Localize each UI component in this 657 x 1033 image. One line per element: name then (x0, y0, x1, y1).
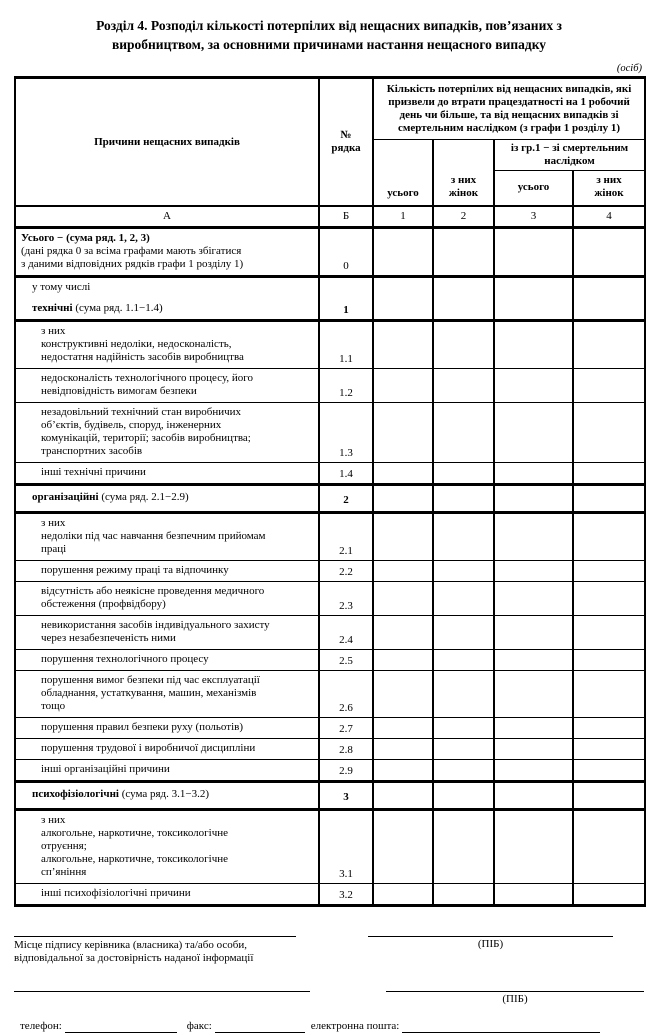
row-code-cell: 0 (319, 228, 373, 277)
row-code-cell: 3.1 (319, 810, 373, 884)
value-cell (494, 403, 573, 463)
cause-text: інші психофізіологічні причини (41, 887, 191, 899)
value-cell (373, 228, 433, 277)
value-cell (373, 582, 433, 616)
value-cell (433, 485, 494, 513)
cause-text: технічні (32, 302, 73, 314)
value-cell (494, 277, 573, 321)
cause-text: праці (41, 543, 67, 555)
value-cell (433, 650, 494, 671)
table-row (15, 582, 645, 616)
cause-line (16, 585, 316, 598)
signature-note-line2: відповідальної за достовірність наданої інформації (14, 952, 254, 964)
cause-cell (15, 739, 319, 760)
value-cell (494, 463, 573, 485)
row-code-cell: 2.1 (319, 513, 373, 561)
value-cell (373, 671, 433, 718)
cause-line (16, 491, 316, 504)
cause-line (16, 840, 316, 853)
cause-line (16, 530, 316, 543)
value-cell (494, 739, 573, 760)
cause-text: отруєння; (41, 840, 87, 852)
value-cell (573, 671, 645, 718)
cause-line (16, 351, 316, 364)
cause-text: у тому числі (32, 281, 91, 293)
cause-line (16, 653, 316, 666)
row-code-cell: 2.7 (319, 718, 373, 739)
cause-text: з них (41, 517, 66, 529)
cause-cell (15, 513, 319, 561)
cause-line (16, 372, 316, 385)
signature-left-2 (14, 991, 312, 994)
cause-cell (15, 403, 319, 463)
cause-text: через незабезпеченість ними (41, 632, 176, 644)
value-cell (373, 403, 433, 463)
value-cell (433, 463, 494, 485)
cause-text: обладнання, устаткування, машин, механізмів (41, 687, 257, 699)
cause-cell (15, 782, 319, 810)
cause-text: організаційні (32, 491, 99, 503)
value-cell (573, 739, 645, 760)
table-row (15, 739, 645, 760)
value-cell (433, 739, 494, 760)
section-title-line1: Розділ 4. Розподіл кількості потерпілих від нещасних випадків, пов’язаних з (96, 18, 562, 33)
cause-line (16, 827, 316, 840)
cause-cell (15, 228, 319, 277)
table-row (15, 403, 645, 463)
row-code-cell: 2.4 (319, 616, 373, 650)
value-cell (573, 810, 645, 884)
cause-text: транспортних засобів (41, 445, 143, 457)
value-cell (494, 321, 573, 369)
table-header (15, 78, 645, 228)
signature-left-1 (14, 936, 314, 965)
cause-text: відсутність або неякісне проведення медичного (41, 585, 265, 597)
value-cell (494, 582, 573, 616)
cause-text: (дані рядка 0 за всіма графами мають збігатися (21, 245, 242, 257)
pib-label: (ПІБ) (502, 993, 528, 1005)
cause-text: обстеження (профвідбору) (41, 598, 166, 610)
value-cell (573, 782, 645, 810)
phone-blank-line (65, 1019, 177, 1033)
cause-text: сп’яніння (41, 866, 87, 878)
causes-table (14, 76, 646, 907)
cause-text: з них (41, 814, 66, 826)
row-code-cell: 1.3 (319, 403, 373, 463)
value-cell (573, 616, 645, 650)
cause-line (16, 281, 316, 294)
cause-line (16, 742, 316, 755)
cause-text: невідповідність вимогам безпеки (41, 385, 197, 397)
signature-block-1 (14, 936, 644, 965)
table-row (15, 671, 645, 718)
cause-cell (15, 760, 319, 782)
value-cell (373, 739, 433, 760)
cause-line (16, 517, 316, 530)
row-code-cell: 2.8 (319, 739, 373, 760)
cause-line (16, 419, 316, 432)
cause-text: з них (41, 325, 66, 337)
cause-line (16, 887, 316, 900)
value-cell (373, 810, 433, 884)
cause-text: об’єктів, будівель, споруд, інженерних (41, 419, 222, 431)
value-cell (494, 782, 573, 810)
signature-footer (14, 936, 644, 1033)
table-row (15, 884, 645, 906)
section-title-line2: виробництвом, за основними причинами настання нещасного випадку (111, 37, 547, 52)
cause-line (16, 232, 316, 245)
table-row (15, 369, 645, 403)
value-cell (573, 650, 645, 671)
row-code-cell: 3 (319, 782, 373, 810)
cause-line (16, 466, 316, 479)
value-cell (373, 782, 433, 810)
fax-blank-line (215, 1019, 305, 1033)
value-cell (373, 277, 433, 321)
value-cell (433, 760, 494, 782)
header-main-span: Кількість потерпілих від нещасних випадків, які призвели до втрати працездатності на 1 робочий день чи більше, та від нещасних випадків зі смертельним наслідком (з графи 1 розділу 1) (373, 78, 645, 140)
signature-right-2 (386, 991, 644, 1006)
value-cell (494, 228, 573, 277)
table-row (15, 513, 645, 561)
cause-line (16, 543, 316, 556)
cause-line (16, 700, 316, 713)
pib-line (368, 936, 613, 937)
section-title (14, 16, 644, 54)
cause-cell (15, 369, 319, 403)
column-number-4: 4 (573, 206, 645, 228)
table-row (15, 810, 645, 884)
header-fatal-span: із гр.1 − зі смертельним наслідком (494, 140, 645, 171)
value-cell (573, 403, 645, 463)
value-cell (433, 321, 494, 369)
value-cell (494, 810, 573, 884)
value-cell (494, 369, 573, 403)
value-cell (573, 321, 645, 369)
cause-line (16, 853, 316, 866)
value-cell (573, 463, 645, 485)
cause-text: порушення технологічного процесу (41, 653, 209, 665)
table-body (15, 228, 645, 906)
signature-line (14, 936, 296, 937)
cause-line (16, 338, 316, 351)
value-cell (494, 884, 573, 906)
cause-text: інші організаційні причини (41, 763, 170, 775)
cause-line (16, 406, 316, 419)
value-cell (494, 513, 573, 561)
table-row (15, 718, 645, 739)
table-row (15, 277, 645, 321)
value-cell (494, 561, 573, 582)
table-row (15, 561, 645, 582)
cause-cell (15, 582, 319, 616)
phone-label: телефон: (20, 1020, 62, 1032)
cause-line (16, 619, 316, 632)
cause-line (16, 788, 316, 801)
value-cell (373, 616, 433, 650)
row-code-cell: 2.2 (319, 561, 373, 582)
row-code-cell: 1 (319, 277, 373, 321)
cause-line (16, 245, 316, 258)
table-row (15, 485, 645, 513)
cause-line (16, 632, 316, 645)
row-code-cell: 1.4 (319, 463, 373, 485)
column-letter-b: Б (319, 206, 373, 228)
row-code-cell: 1.1 (319, 321, 373, 369)
cause-cell (15, 671, 319, 718)
column-letters-row (15, 206, 645, 228)
cause-cell (15, 810, 319, 884)
row-code-cell: 2.3 (319, 582, 373, 616)
value-cell (494, 718, 573, 739)
cause-line (16, 325, 316, 338)
value-cell (573, 760, 645, 782)
cause-text: тощо (41, 700, 66, 712)
header-col3-total: усього (494, 171, 573, 207)
value-cell (373, 485, 433, 513)
value-cell (573, 513, 645, 561)
cause-text: недоліки під час навчання безпечним прийомам (41, 530, 266, 542)
value-cell (373, 650, 433, 671)
column-number-3: 3 (494, 206, 573, 228)
table-row (15, 782, 645, 810)
value-cell (373, 884, 433, 906)
cause-line (16, 432, 316, 445)
cause-text: алкогольне, наркотичне, токсикологічне (41, 853, 229, 865)
cause-line (16, 564, 316, 577)
unit-note: (осіб) (616, 63, 642, 74)
signature-right-1 (368, 936, 613, 951)
header-row-number: № рядка (319, 78, 373, 207)
cause-cell (15, 463, 319, 485)
cause-cell (15, 485, 319, 513)
value-cell (433, 810, 494, 884)
row-code-cell: 1.2 (319, 369, 373, 403)
value-cell (433, 671, 494, 718)
cause-text-suffix: (сума ряд. 2.1−2.9) (98, 491, 189, 503)
cause-line (16, 302, 316, 315)
value-cell (494, 671, 573, 718)
value-cell (433, 782, 494, 810)
column-number-1: 1 (373, 206, 433, 228)
header-col4-women: з них жінок (573, 171, 645, 207)
cause-cell (15, 616, 319, 650)
email-blank-line (402, 1019, 600, 1033)
pib-label: (ПІБ) (477, 938, 504, 950)
table-row (15, 650, 645, 671)
value-cell (433, 277, 494, 321)
cause-line (16, 866, 316, 879)
row-code-cell: 3.2 (319, 884, 373, 906)
value-cell (433, 513, 494, 561)
value-cell (494, 650, 573, 671)
value-cell (573, 369, 645, 403)
table-row (15, 616, 645, 650)
value-cell (373, 718, 433, 739)
cause-text: алкогольне, наркотичне, токсикологічне (41, 827, 229, 839)
contacts-row (14, 1019, 644, 1033)
cause-text: невикористання засобів індивідуального захисту (41, 619, 270, 631)
cause-cell (15, 321, 319, 369)
value-cell (433, 403, 494, 463)
value-cell (373, 760, 433, 782)
cause-line (16, 721, 316, 734)
cause-text: інші технічні причини (41, 466, 146, 478)
value-cell (373, 369, 433, 403)
column-number-2: 2 (433, 206, 494, 228)
value-cell (573, 718, 645, 739)
value-cell (494, 760, 573, 782)
cause-text: недостатня надійність засобів виробництва (41, 351, 244, 363)
value-cell (433, 718, 494, 739)
value-cell (373, 463, 433, 485)
value-cell (573, 582, 645, 616)
cause-line (16, 385, 316, 398)
cause-text: Усього − (сума ряд. 1, 2, 3) (21, 232, 150, 244)
cause-text-suffix: (сума ряд. 3.1−3.2) (118, 788, 210, 800)
cause-line (16, 445, 316, 458)
cause-text: комунікацій, території; засобів виробництва; (41, 432, 251, 444)
cause-text: порушення вимог безпеки під час експлуатації (41, 674, 260, 686)
cause-text: порушення трудової і виробничої дисципліни (41, 742, 256, 754)
row-code-cell: 2.9 (319, 760, 373, 782)
cause-cell (15, 884, 319, 906)
email-label: електронна пошта: (310, 1020, 400, 1032)
pib-line (386, 991, 644, 992)
cause-line (16, 814, 316, 827)
table-row (15, 463, 645, 485)
cause-line (16, 687, 316, 700)
header-col2-women: з них жінок (433, 140, 494, 207)
fax-label: факс: (186, 1020, 212, 1032)
cause-text: недосконалість технологічного процесу, його (41, 372, 253, 384)
cause-text: конструктивні недоліки, недосконалість, (41, 338, 232, 350)
cause-text: з даними відповідних рядків графи 1 розділу 1) (21, 258, 244, 270)
column-letter-a: А (15, 206, 319, 228)
value-cell (373, 561, 433, 582)
cause-line (16, 674, 316, 687)
value-cell (573, 561, 645, 582)
value-cell (433, 582, 494, 616)
value-cell (573, 228, 645, 277)
value-cell (433, 228, 494, 277)
value-cell (494, 485, 573, 513)
cause-cell (15, 650, 319, 671)
value-cell (573, 485, 645, 513)
signature-note-line1: Місце підпису керівника (власника) та/або особи, (14, 939, 248, 951)
table-row (15, 228, 645, 277)
value-cell (433, 616, 494, 650)
cause-line (16, 763, 316, 776)
signature-block-2 (14, 991, 644, 1006)
cause-text: незадовільний технічний стан виробничих (41, 406, 242, 418)
cause-cell (15, 561, 319, 582)
row-code-cell: 2 (319, 485, 373, 513)
table-row (15, 760, 645, 782)
header-causes: Причини нещасних випадків (15, 78, 319, 207)
row-code-cell: 2.6 (319, 671, 373, 718)
value-cell (433, 884, 494, 906)
cause-cell (15, 718, 319, 739)
row-code-cell: 2.5 (319, 650, 373, 671)
value-cell (373, 321, 433, 369)
value-cell (573, 277, 645, 321)
cause-text: психофізіологічні (32, 788, 119, 800)
header-col1-total: усього (373, 140, 433, 207)
cause-text: порушення правил безпеки руху (польотів) (41, 721, 244, 733)
value-cell (494, 616, 573, 650)
signature-line (14, 991, 310, 992)
table-row (15, 321, 645, 369)
value-cell (433, 561, 494, 582)
cause-cell (15, 277, 319, 321)
value-cell (373, 513, 433, 561)
cause-text: порушення режиму праці та відпочинку (41, 564, 229, 576)
value-cell (573, 884, 645, 906)
cause-text-suffix: (сума ряд. 1.1−1.4) (72, 302, 163, 314)
value-cell (433, 369, 494, 403)
cause-line (16, 598, 316, 611)
cause-line (16, 258, 316, 271)
